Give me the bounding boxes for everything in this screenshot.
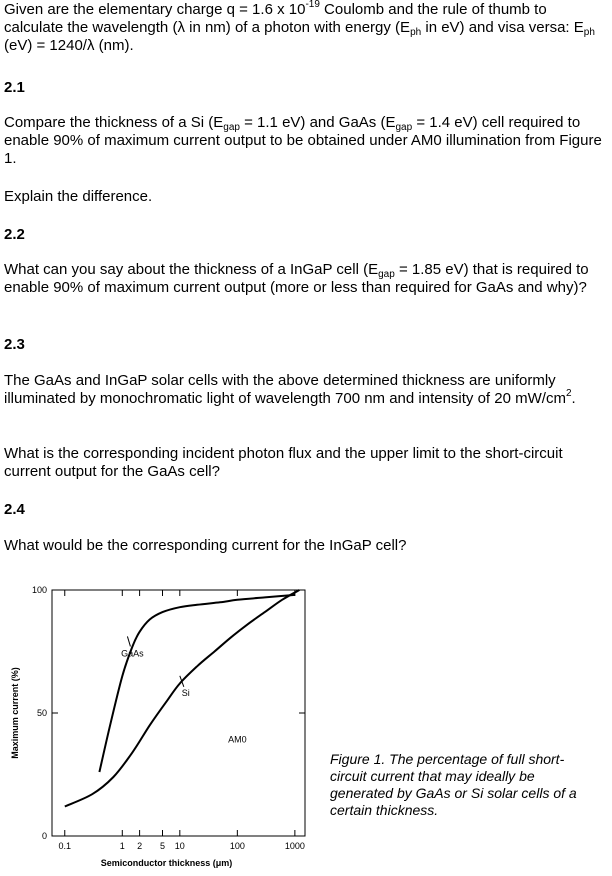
heading-2-2: 2.2 (4, 226, 25, 243)
q-text: What can you say about the thickness of a InGaP cell (E (4, 261, 379, 278)
x-tick-label: 5 (159, 841, 166, 851)
subscript: gap (223, 122, 240, 133)
intro-text: (eV) = 1240/λ (nm). (4, 37, 134, 54)
q-text: = 1.85 eV) that is required to enable 90% of maximum current output (more or less than required for GaAs and why)? (4, 261, 589, 296)
figure-1-chart (0, 578, 330, 874)
x-tick-label: 1000 (284, 841, 305, 851)
q-text: = 1.4 eV) cell required to enable 90% of maximum current output to be obtained under AM0 illumination from Figure 1. (4, 114, 602, 167)
question-2-4: What would be the corresponding current for the InGaP cell? (4, 537, 407, 554)
series-line-gaas (99, 595, 295, 772)
series-line-si (65, 590, 300, 807)
heading-2-3: 2.3 (4, 336, 25, 353)
y-axis-label: Maximum current (%) (10, 667, 20, 759)
heading-2-4: 2.4 (4, 501, 25, 518)
question-2-1 (4, 114, 604, 168)
question-2-3 (4, 372, 604, 408)
heading-2-1: 2.1 (4, 79, 25, 96)
annotation-am0: AM0 (228, 734, 247, 745)
q-text: Compare the thickness of a Si (E (4, 114, 224, 131)
explain-2-1: Explain the difference. (4, 188, 153, 205)
subscript: gap (378, 269, 395, 280)
annotation-si: Si (181, 687, 190, 698)
plot-frame (52, 590, 305, 836)
x-tick-label: 0.1 (58, 841, 72, 851)
annotation-gaas: GaAs (121, 648, 144, 659)
intro-text: Given are the elementary charge q = 1.6 x 10 (4, 1, 306, 18)
y-tick-label: 50 (36, 708, 47, 718)
q-text: = 1.1 eV) and GaAs (E (239, 114, 396, 131)
x-tick-label: 1 (119, 841, 125, 851)
exponent: -19 (305, 0, 320, 10)
intro-text: Coulomb and the rule of thumb to calculate the wavelength (λ in nm) of a photon with energy (E (4, 1, 547, 36)
x-tick-label: 2 (137, 841, 143, 851)
arrow-gaas (127, 636, 130, 646)
subscript: gap (395, 122, 413, 133)
q-text: . (571, 390, 576, 407)
figure-caption: Figure 1. The percentage of full short-circuit current that may ideally be generated by GaAs or Si solar cells of a certain thickness. (330, 751, 577, 818)
y-tick-label: 0 (41, 831, 47, 841)
x-tick-label: 100 (229, 841, 245, 851)
superscript: 2 (565, 388, 572, 399)
intro-paragraph (4, 1, 604, 55)
subscript: ph (583, 27, 595, 38)
intro-text: in eV) and visa versa: E (421, 19, 584, 36)
arrow-si (180, 676, 184, 687)
subscript: ph (410, 27, 422, 38)
x-tick-label: 10 (174, 841, 185, 851)
x-axis-label: Semiconductor thickness (μm) (100, 858, 233, 868)
question-2-2 (4, 261, 604, 297)
q-text: The GaAs and InGaP solar cells with the above determined thickness are uniformly illuminated by monochromatic light of wavelength 700 nm and intensity of 20 mW/cm (4, 372, 566, 407)
question-2-3b: What is the corresponding incident photon flux and the upper limit to the short-circuit current output for the GaAs cell? (4, 445, 563, 480)
y-tick-label: 100 (31, 585, 47, 595)
